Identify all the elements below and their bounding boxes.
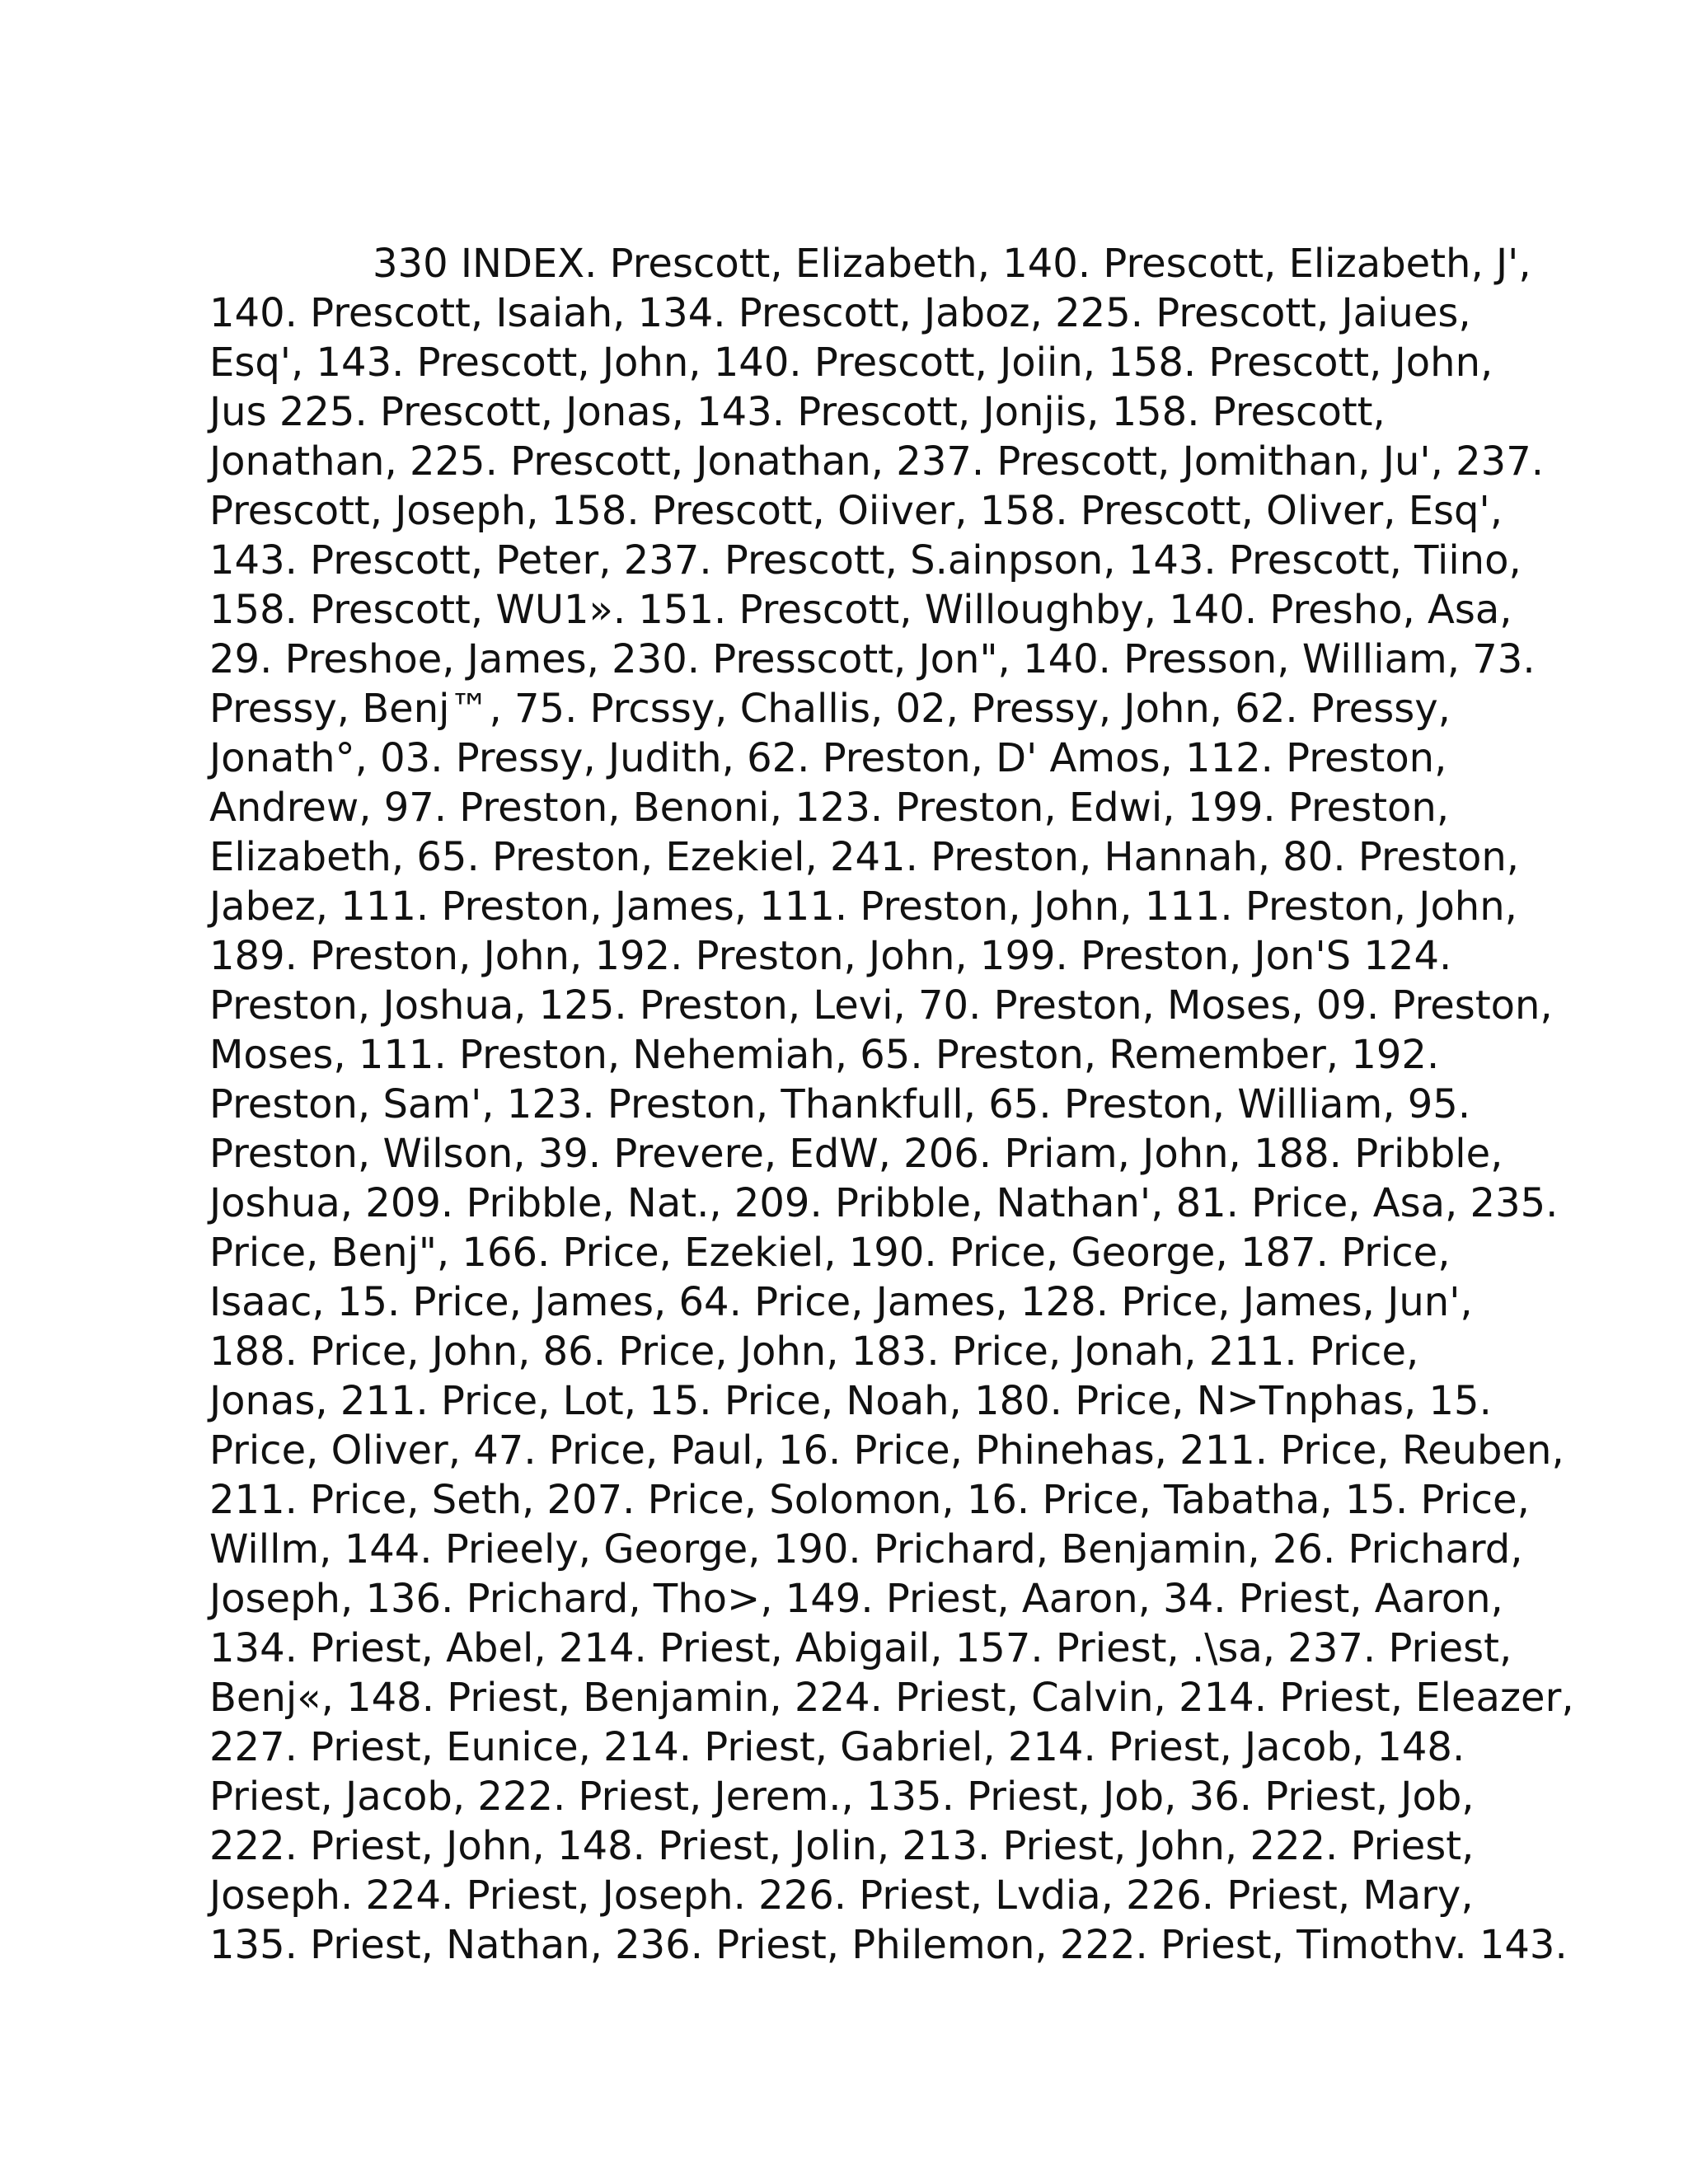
index-line-6: Prescott, Joseph, 158. Prescott, Oiiver, 158. Prescott, Oliver, Esq', (209, 488, 1503, 534)
index-line-31: 227. Priest, Eunice, 214. Priest, Gabriel, 214. Priest, Jacob, 148. (209, 1724, 1465, 1770)
index-line-9: 29. Preshoe, James, 230. Presscott, Jon", 140. Presson, William, 73. (209, 636, 1536, 682)
index-line-28: Joseph, 136. Prichard, Tho>, 149. Priest, Aaron, 34. Priest, Aaron, (209, 1576, 1503, 1622)
index-line-24: Jonas, 211. Price, Lot, 15. Price, Noah, 180. Price, N>Tnphas, 15. (209, 1378, 1492, 1424)
index-line-23: 188. Price, John, 86. Price, John, 183. Price, Jonah, 211. Price, (209, 1329, 1419, 1375)
index-line-10: Pressy, Benj™, 75. Prcssy, Challis, 02, Pressy, John, 62. Pressy, (209, 686, 1451, 732)
index-line-26: 211. Price, Seth, 207. Price, Solomon, 16. Price, Tabatha, 15. Price, (209, 1477, 1530, 1523)
index-line-32: Priest, Jacob, 222. Priest, Jerem., 135. Priest, Job, 36. Priest, Job, (209, 1774, 1475, 1820)
index-line-33: 222. Priest, John, 148. Priest, Jolin, 213. Priest, John, 222. Priest, (209, 1823, 1475, 1869)
index-line-35: 135. Priest, Nathan, 236. Priest, Philemon, 222. Priest, Timothv. 143. (209, 1922, 1568, 1968)
index-text-block (209, 239, 1574, 1970)
index-line-4: Jus 225. Prescott, Jonas, 143. Prescott, Jonjis, 158. Prescott, (209, 389, 1386, 435)
index-line-1: 330 INDEX. Prescott, Elizabeth, 140. Prescott, Elizabeth, J', (373, 241, 1531, 287)
index-line-15: 189. Preston, John, 192. Preston, John, 199. Preston, Jon'S 124. (209, 933, 1452, 979)
index-line-29: 134. Priest, Abel, 214. Priest, Abigail, 157. Priest, .\sa, 237. Priest, (209, 1625, 1512, 1671)
index-line-18: Preston, Sam', 123. Preston, Thankfull, 65. Preston, William, 95. (209, 1081, 1471, 1127)
index-line-17: Moses, 111. Preston, Nehemiah, 65. Preston, Remember, 192. (209, 1032, 1440, 1078)
index-line-12: Andrew, 97. Preston, Benoni, 123. Preston, Edwi, 199. Preston, (209, 785, 1450, 831)
index-line-8: 158. Prescott, WU1». 151. Prescott, Willoughby, 140. Presho, Asa, (209, 587, 1512, 633)
index-line-21: Price, Benj", 166. Price, Ezekiel, 190. Price, George, 187. Price, (209, 1230, 1451, 1276)
index-line-11: Jonath°, 03. Pressy, Judith, 62. Preston, D' Amos, 112. Preston, (209, 735, 1447, 781)
index-line-13: Elizabeth, 65. Preston, Ezekiel, 241. Preston, Hannah, 80. Preston, (209, 834, 1520, 880)
index-line-34: Joseph. 224. Priest, Joseph. 226. Priest, Lvdia, 226. Priest, Mary, (209, 1872, 1474, 1919)
index-line-19: Preston, Wilson, 39. Prevere, EdW, 206. Priam, John, 188. Pribble, (209, 1131, 1503, 1177)
index-line-2: 140. Prescott, Isaiah, 134. Prescott, Jaboz, 225. Prescott, Jaiues, (209, 290, 1471, 336)
index-line-16: Preston, Joshua, 125. Preston, Levi, 70. Preston, Moses, 09. Preston, (209, 982, 1553, 1029)
index-line-7: 143. Prescott, Peter, 237. Prescott, S.ainpson, 143. Prescott, Tiino, (209, 537, 1522, 583)
index-line-25: Price, Oliver, 47. Price, Paul, 16. Price, Phinehas, 211. Price, Reuben, (209, 1427, 1564, 1474)
index-line-14: Jabez, 111. Preston, James, 111. Preston, John, 111. Preston, John, (209, 883, 1517, 930)
index-line-27: Willm, 144. Prieely, George, 190. Prichard, Benjamin, 26. Prichard, (209, 1526, 1523, 1572)
index-line-20: Joshua, 209. Pribble, Nat., 209. Pribble, Nathan', 81. Price, Asa, 235. (209, 1180, 1559, 1226)
index-line-3: Esq', 143. Prescott, John, 140. Prescott, Joiin, 158. Prescott, John, (209, 340, 1493, 386)
index-line-5: Jonathan, 225. Prescott, Jonathan, 237. Prescott, Jomithan, Ju', 237. (209, 438, 1545, 485)
index-line-30: Benj«, 148. Priest, Benjamin, 224. Priest, Calvin, 214. Priest, Eleazer, (209, 1675, 1574, 1721)
index-line-22: Isaac, 15. Price, James, 64. Price, James, 128. Price, James, Jun', (209, 1279, 1473, 1325)
